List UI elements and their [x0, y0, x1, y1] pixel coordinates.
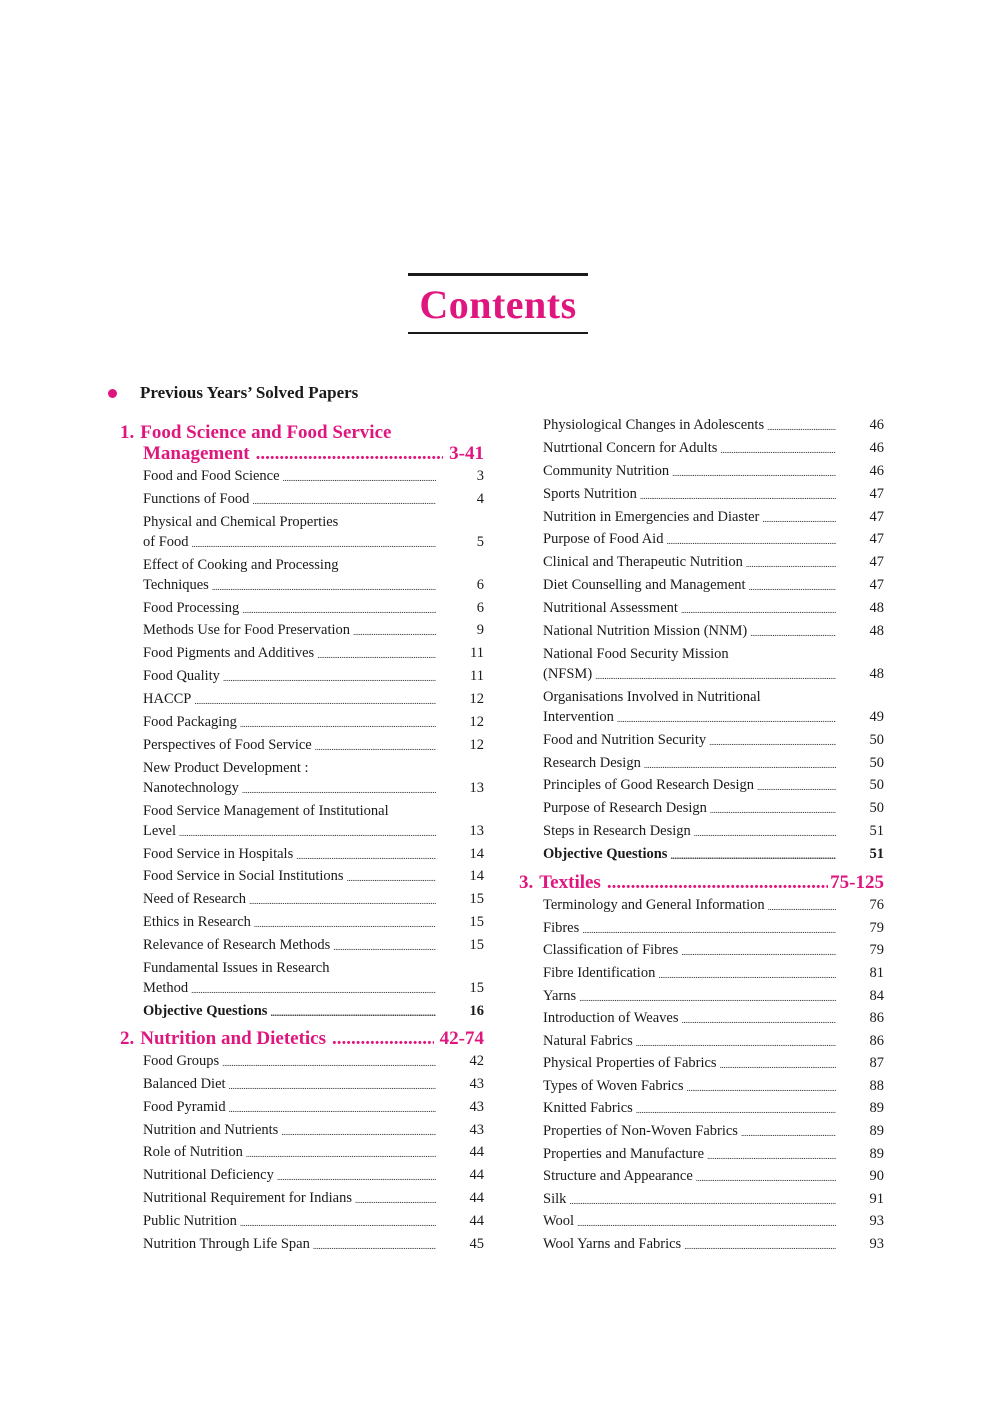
- entry-title-line1: National Food Security Mission: [543, 645, 729, 662]
- leader-dots: [607, 872, 828, 893]
- entry-title: Food and Food Science: [143, 468, 280, 484]
- toc-entry[interactable]: [543, 598, 884, 618]
- leader-dots: [762, 511, 836, 527]
- toc-entry[interactable]: [543, 940, 884, 960]
- leader-dots: [710, 802, 836, 818]
- leader-dots: [577, 1215, 836, 1231]
- toc-entry[interactable]: [543, 963, 884, 983]
- entry-title: Food and Nutrition Security: [543, 731, 707, 748]
- leader-dots: [750, 625, 836, 641]
- contents-title-box: [408, 273, 588, 334]
- toc-entry[interactable]: [543, 1189, 884, 1209]
- entry-title: Perspectives of Food Service: [143, 736, 312, 753]
- entry-page-number: 46: [869, 417, 884, 433]
- leader-dots: [277, 1169, 436, 1185]
- entry-title: Properties of Non-Woven Fabrics: [543, 1123, 738, 1140]
- toc-entry[interactable]: [543, 415, 884, 435]
- entry-title: Food Pyramid: [143, 1098, 226, 1115]
- entry-title: Structure and Appearance: [543, 1168, 693, 1185]
- toc-entry[interactable]: [143, 598, 484, 618]
- entry-title: Physiological Changes in Adolescents: [543, 417, 765, 433]
- entry-title: Purpose of Research Design: [543, 800, 707, 817]
- toc-entry[interactable]: [143, 866, 484, 886]
- section-number: 1.: [120, 422, 135, 443]
- toc-entry[interactable]: [543, 775, 884, 795]
- toc-entry[interactable]: [143, 689, 484, 709]
- leader-dots: [687, 1080, 836, 1096]
- toc-entry[interactable]: [543, 844, 884, 864]
- entry-title: Introduction of Weaves: [543, 1010, 679, 1027]
- entry-page-number: 12: [469, 736, 484, 753]
- leader-dots: [636, 1035, 836, 1051]
- toc-entry[interactable]: [543, 1211, 884, 1231]
- toc-entry[interactable]: [143, 620, 484, 640]
- entry-page-number: 86: [869, 1010, 884, 1027]
- leader-dots: [252, 493, 436, 509]
- leader-dots: [191, 982, 436, 998]
- leader-dots: [595, 668, 836, 684]
- leader-dots: [684, 1238, 836, 1254]
- entry-page-number: 49: [869, 708, 884, 725]
- entry-page-number: 12: [469, 691, 484, 708]
- entry-page-number: 87: [869, 1055, 884, 1072]
- toc-entry[interactable]: [543, 529, 884, 549]
- entry-title: Diet Counselling and Management: [543, 577, 746, 594]
- toc-entry[interactable]: [543, 687, 884, 727]
- entry-title: Objective Questions: [543, 846, 668, 863]
- entry-title: Types of Woven Fabrics: [543, 1077, 684, 1094]
- section-2-items: [120, 1051, 484, 1254]
- entry-title-line1: Organisations Involved in Nutritional: [543, 688, 761, 705]
- leader-dots: [353, 624, 436, 640]
- entry-page-number: 14: [469, 868, 484, 885]
- toc-entry[interactable]: [143, 735, 484, 755]
- entry-title: Research Design: [543, 754, 641, 771]
- entry-title: Food Pigments and Additives: [143, 645, 315, 662]
- entry-title: Clinical and Therapeutic Nutrition: [543, 554, 743, 571]
- leader-dots: [332, 1028, 434, 1049]
- leader-dots: [749, 579, 836, 595]
- entry-title: Food Packaging: [143, 714, 237, 731]
- leader-dots: [270, 1005, 436, 1021]
- entry-title: Purpose of Food Aid: [543, 531, 664, 548]
- leader-dots: [240, 716, 436, 732]
- entry-title-line1: Effect of Cooking and Processing: [143, 556, 339, 573]
- entry-page-number: 48: [869, 623, 884, 640]
- entry-title: Functions of Food: [143, 490, 250, 507]
- previous-papers-label: Previous Years’ Solved Papers: [140, 383, 359, 402]
- entry-title: Wool Yarns and Fabrics: [543, 1236, 682, 1253]
- entry-page-number: 44: [469, 1144, 484, 1161]
- leader-dots: [746, 556, 836, 572]
- entry-title-line1: Physical and Chemical Properties: [143, 513, 339, 530]
- entry-title: Balanced Diet: [143, 1075, 226, 1092]
- section-1-heading[interactable]: [120, 422, 484, 464]
- entry-title: Level: [143, 822, 177, 839]
- entry-page-number: 50: [869, 800, 884, 817]
- toc-entry[interactable]: [143, 912, 484, 932]
- entry-title: National Nutrition Mission (NNM): [543, 623, 748, 640]
- section-3-items: [519, 895, 884, 1254]
- leader-dots: [242, 602, 436, 618]
- entry-page-number: 12: [469, 714, 484, 731]
- toc-entry[interactable]: [543, 895, 884, 915]
- entry-title: Community Nutrition: [543, 462, 670, 479]
- entry-title: Wool: [543, 1213, 575, 1230]
- toc-entry[interactable]: [543, 507, 884, 527]
- entry-page-number: 79: [869, 942, 884, 959]
- leader-dots: [696, 1170, 836, 1186]
- leader-dots: [720, 1057, 836, 1073]
- entry-title: Food Processing: [143, 599, 240, 616]
- entry-page-number: 93: [869, 1236, 884, 1253]
- toc-entry[interactable]: [143, 1142, 484, 1162]
- entry-page-number: 48: [869, 665, 884, 682]
- section-title-line1: Food Science and Food Service: [140, 422, 392, 443]
- leader-dots: [767, 419, 836, 435]
- entry-title: Physical Properties of Fabrics: [543, 1055, 717, 1072]
- leader-dots: [192, 536, 436, 552]
- leader-dots: [254, 916, 436, 932]
- leader-dots: [246, 1146, 436, 1162]
- leader-dots: [315, 739, 436, 755]
- entry-page-number: 50: [869, 754, 884, 771]
- toc-entry[interactable]: [143, 889, 484, 909]
- leader-dots: [347, 870, 436, 886]
- entry-page-number: 90: [869, 1168, 884, 1185]
- toc-entry[interactable]: [143, 712, 484, 732]
- entry-page-number: 14: [469, 845, 484, 862]
- toc-entry[interactable]: [143, 1074, 484, 1094]
- leader-dots: [636, 1102, 836, 1118]
- leader-dots: [313, 1238, 436, 1254]
- entry-page-number: 81: [869, 964, 884, 981]
- page-title: Contents: [419, 281, 577, 327]
- toc-entry[interactable]: [543, 461, 884, 481]
- leader-dots: [681, 1012, 836, 1028]
- entry-page-number: 89: [869, 1145, 884, 1162]
- entry-title: Nutritional Requirement for Indians: [143, 1190, 352, 1207]
- entry-title-line1: New Product Development :: [143, 759, 309, 776]
- leader-dots: [658, 967, 836, 983]
- leader-dots: [212, 579, 436, 595]
- leader-dots: [256, 443, 444, 464]
- leader-dots: [281, 1124, 436, 1140]
- entry-title-line1: Fundamental Issues in Research: [143, 960, 330, 977]
- entry-page-number: 50: [869, 777, 884, 794]
- toc-entry[interactable]: [143, 643, 484, 663]
- toc-entry[interactable]: [143, 1234, 484, 1254]
- entry-page-number: 15: [469, 980, 484, 997]
- entry-title: Knitted Fabrics: [543, 1100, 633, 1117]
- entry-page-number: 46: [869, 462, 884, 479]
- toc-entry[interactable]: [543, 821, 884, 841]
- toc-entry[interactable]: [543, 484, 884, 504]
- toc-entry[interactable]: [143, 758, 484, 798]
- toc-entry[interactable]: [143, 958, 484, 998]
- leader-dots: [317, 647, 436, 663]
- toc-entry[interactable]: [143, 1120, 484, 1140]
- entry-title: Properties and Manufacture: [543, 1145, 705, 1162]
- entry-page-number: 91: [869, 1190, 884, 1207]
- entry-page-number: 89: [869, 1100, 884, 1117]
- entry-title: Nutrition in Emergencies and Diaster: [543, 508, 760, 525]
- entry-page-number: 44: [469, 1167, 484, 1184]
- leader-dots: [694, 825, 836, 841]
- toc-entry[interactable]: [143, 466, 484, 486]
- entry-title: Ethics in Research: [143, 914, 251, 931]
- entry-title: Need of Research: [143, 891, 247, 908]
- leader-dots: [179, 825, 436, 841]
- entry-title: Techniques: [143, 576, 209, 593]
- entry-title: Steps in Research Design: [543, 823, 691, 840]
- entry-title: Food Quality: [143, 668, 220, 685]
- toc-entry[interactable]: [543, 438, 884, 458]
- entry-page-number: 47: [869, 531, 884, 548]
- entry-page-number: 43: [469, 1121, 484, 1138]
- section-number: 3.: [519, 872, 534, 894]
- entry-page-number: 44: [469, 1213, 484, 1230]
- leader-dots: [757, 779, 836, 795]
- entry-title: Nutrition and Nutrients: [143, 1121, 279, 1138]
- entry-page-number: 47: [869, 577, 884, 594]
- toc-entry[interactable]: [543, 1144, 884, 1164]
- leader-dots: [229, 1078, 436, 1094]
- entry-page-number: 51: [869, 823, 884, 840]
- entry-page-number: 79: [869, 919, 884, 936]
- entry-title: Yarns: [543, 987, 577, 1004]
- entry-title: Nutritional Assessment: [543, 600, 678, 617]
- entry-title: of Food: [143, 533, 189, 550]
- entry-title: Nutritional Deficiency: [143, 1167, 274, 1184]
- entry-page-number: 47: [869, 508, 884, 525]
- entry-page-number: 51: [869, 846, 884, 863]
- entry-title: Nutrtional Concern for Adults: [543, 439, 718, 456]
- toc-entry[interactable]: [543, 575, 884, 595]
- entry-page-number: 9: [476, 622, 484, 639]
- leader-dots: [709, 734, 836, 750]
- toc-entry[interactable]: [543, 986, 884, 1006]
- entry-title: (NFSM): [543, 665, 593, 682]
- leader-dots: [617, 711, 836, 727]
- leader-dots: [242, 782, 436, 798]
- toc-entry[interactable]: [543, 1121, 884, 1141]
- leader-dots: [666, 533, 836, 549]
- toc-entry[interactable]: [143, 1188, 484, 1208]
- toc-entry[interactable]: [143, 666, 484, 686]
- toc-entry[interactable]: [143, 1001, 484, 1021]
- section-number: 2.: [120, 1027, 135, 1049]
- toc-entry[interactable]: [143, 1211, 484, 1231]
- section-1-items: [120, 466, 484, 1021]
- leader-dots: [355, 1192, 436, 1208]
- entry-page-number: 6: [476, 576, 484, 593]
- entry-title: Nutrition Through Life Span: [143, 1236, 310, 1253]
- toc-entry[interactable]: [143, 555, 484, 595]
- leader-dots: [222, 1055, 436, 1071]
- leader-dots: [768, 899, 836, 915]
- toc-entry[interactable]: [143, 1051, 484, 1071]
- toc-entry[interactable]: [143, 512, 484, 552]
- toc-right-column: [519, 415, 884, 1257]
- toc-entry[interactable]: [543, 1031, 884, 1051]
- previous-papers-entry[interactable]: [108, 383, 358, 403]
- entry-page-number: 88: [869, 1077, 884, 1094]
- leader-dots: [296, 848, 436, 864]
- leader-dots: [672, 465, 836, 481]
- entry-title: Food Groups: [143, 1052, 220, 1069]
- entry-page-number: 47: [869, 485, 884, 502]
- toc-entry[interactable]: [543, 1098, 884, 1118]
- toc-entry[interactable]: [143, 844, 484, 864]
- leader-dots: [670, 848, 836, 864]
- toc-entry[interactable]: [143, 935, 484, 955]
- toc-entry[interactable]: [543, 730, 884, 750]
- section-title-line2: Management: [143, 443, 250, 464]
- entry-title: Sports Nutrition: [543, 485, 637, 502]
- entry-title: Natural Fabrics: [543, 1032, 633, 1049]
- entry-page-number: 44: [469, 1190, 484, 1207]
- entry-page-number: 16: [469, 1002, 484, 1019]
- leader-dots: [720, 442, 836, 458]
- toc-entry[interactable]: [543, 1008, 884, 1028]
- leader-dots: [707, 1148, 836, 1164]
- entry-page-number: 50: [869, 731, 884, 748]
- entry-page-number: 15: [469, 891, 484, 908]
- toc-entry[interactable]: [143, 489, 484, 509]
- leader-dots: [681, 602, 836, 618]
- entry-page-number: 93: [869, 1213, 884, 1230]
- entry-title: Classification of Fibres: [543, 942, 679, 959]
- section-2-heading[interactable]: [120, 1028, 484, 1049]
- toc-entry[interactable]: [543, 753, 884, 773]
- entry-title: Nanotechnology: [143, 779, 239, 796]
- leader-dots: [582, 922, 836, 938]
- section-3-heading[interactable]: [519, 872, 884, 893]
- leader-dots: [569, 1193, 836, 1209]
- entry-title: Food Service in Hospitals: [143, 845, 294, 862]
- entry-page-number: 6: [476, 599, 484, 616]
- toc-entry[interactable]: [543, 1234, 884, 1254]
- entry-page-number: 3: [476, 468, 484, 484]
- toc-entry[interactable]: [543, 1166, 884, 1186]
- entry-page-number: 15: [469, 937, 484, 954]
- entry-title: Silk: [543, 1190, 567, 1207]
- toc-entry[interactable]: [143, 801, 484, 841]
- leader-dots: [640, 488, 836, 504]
- entry-page-number: 13: [469, 822, 484, 839]
- entry-title: Principles of Good Research Design: [543, 777, 755, 794]
- leader-dots: [741, 1125, 836, 1141]
- leader-dots: [644, 757, 836, 773]
- section-2-continued-items: [519, 415, 884, 864]
- leader-dots: [229, 1101, 436, 1117]
- entry-page-number: 46: [869, 439, 884, 456]
- entry-title: Role of Nutrition: [143, 1144, 243, 1161]
- entry-page-number: 42: [469, 1052, 484, 1069]
- toc-entry[interactable]: [143, 1097, 484, 1117]
- leader-dots: [223, 670, 436, 686]
- entry-page-number: 15: [469, 914, 484, 931]
- toc-entry[interactable]: [543, 1076, 884, 1096]
- toc-entry[interactable]: [543, 1053, 884, 1073]
- toc-entry[interactable]: [143, 1165, 484, 1185]
- entry-title: Intervention: [543, 708, 614, 725]
- leader-dots: [579, 990, 836, 1006]
- section-title: Textiles: [539, 872, 601, 894]
- toc-entry[interactable]: [543, 552, 884, 572]
- entry-page-number: 13: [469, 779, 484, 796]
- leader-dots: [333, 939, 436, 955]
- entry-title: Method: [143, 980, 189, 997]
- section-title: Nutrition and Dietetics: [140, 1027, 327, 1049]
- toc-entry[interactable]: [543, 798, 884, 818]
- entry-title: Objective Questions: [143, 1002, 268, 1019]
- entry-page-number: 84: [869, 987, 884, 1004]
- entry-page-number: 48: [869, 600, 884, 617]
- toc-entry[interactable]: [543, 621, 884, 641]
- section-pages: 75-125: [830, 872, 884, 894]
- entry-title: Relevance of Research Methods: [143, 937, 331, 954]
- entry-page-number: 89: [869, 1123, 884, 1140]
- section-pages: 3-41: [449, 443, 484, 464]
- toc-entry[interactable]: [543, 918, 884, 938]
- entry-title: Methods Use for Food Preservation: [143, 622, 351, 639]
- entry-title: HACCP: [143, 691, 192, 708]
- entry-page-number: 4: [476, 490, 484, 507]
- entry-title: Terminology and General Information: [543, 897, 765, 914]
- entry-title: Fibres: [543, 919, 580, 936]
- entry-page-number: 86: [869, 1032, 884, 1049]
- entry-page-number: 43: [469, 1098, 484, 1115]
- leader-dots: [194, 693, 436, 709]
- leader-dots: [681, 944, 836, 960]
- entry-page-number: 45: [469, 1236, 484, 1253]
- entry-title: Fibre Identification: [543, 964, 656, 981]
- leader-dots: [283, 470, 436, 486]
- entry-page-number: 76: [869, 897, 884, 914]
- entry-title: Food Service in Social Institutions: [143, 868, 344, 885]
- entry-title: Public Nutrition: [143, 1213, 237, 1230]
- entry-page-number: 47: [869, 554, 884, 571]
- toc-left-column: [120, 422, 484, 1257]
- leader-dots: [240, 1215, 436, 1231]
- leader-dots: [249, 893, 436, 909]
- entry-title-line1: Food Service Management of Institutional: [143, 802, 389, 819]
- bullet-icon: [108, 389, 117, 398]
- entry-page-number: 11: [470, 645, 484, 662]
- entry-page-number: 11: [470, 668, 484, 685]
- section-pages: 42-74: [439, 1027, 484, 1049]
- entry-page-number: 5: [476, 533, 484, 550]
- toc-entry[interactable]: [543, 644, 884, 684]
- entry-page-number: 43: [469, 1075, 484, 1092]
